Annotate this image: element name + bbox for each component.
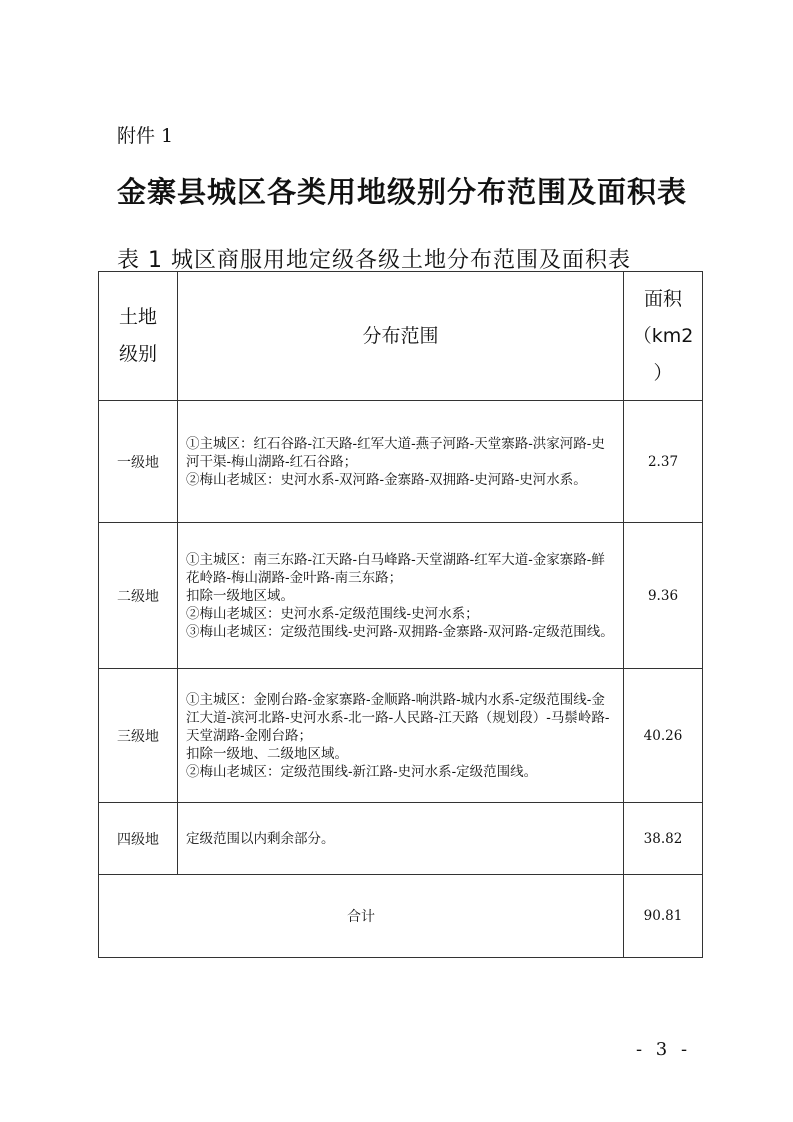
range-cell	[178, 523, 624, 669]
range-cell	[178, 401, 624, 523]
range-line: ②梅山老城区：史河水系-双河路-金寨路-双拥路-史河路-史河水系。	[186, 471, 587, 488]
land-level-cell: 四级地	[99, 803, 178, 875]
header-range: 分布范围	[178, 272, 624, 401]
header-area-line: 面积	[643, 287, 682, 310]
header-level-line: 级别	[118, 343, 157, 365]
header-land-level	[99, 272, 178, 401]
table-row	[99, 669, 703, 803]
range-line: ②梅山老城区：定级范围线-新江路-史河水系-定级范围线。	[186, 763, 538, 780]
total-label: 合计	[99, 875, 624, 958]
document-title: 金寨县城区各类用地级别分布范围及面积表	[117, 175, 688, 209]
range-line: ③梅山老城区：定级范围线-史河路-双拥路-金寨路-双河路-定级范围线。	[186, 623, 614, 640]
range-line: 扣除一级地、二级地区域。	[186, 745, 348, 762]
range-line: ②梅山老城区：史河水系-定级范围线-史河水系；	[186, 605, 479, 622]
area-cell: 9.36	[624, 523, 703, 669]
table-row	[99, 803, 703, 875]
header-area-line: ）	[653, 361, 673, 384]
total-area: 90.81	[624, 875, 703, 958]
header-area-line: （km2	[632, 324, 694, 347]
range-cell	[178, 803, 624, 875]
land-level-cell: 二级地	[99, 523, 178, 669]
range-line: 扣除一级地区域。	[186, 587, 294, 604]
area-cell: 40.26	[624, 669, 703, 803]
page-number: - 3 -	[636, 1039, 692, 1060]
table-title: 表 1 城区商服用地定级各级土地分布范围及面积表	[117, 248, 631, 273]
attachment-label: 附件 1	[117, 125, 174, 147]
table-row	[99, 523, 703, 669]
range-line: ①主城区：红石谷路-江天路-红军大道-燕子河路-天堂寨路-洪家河路-史河干渠-梅山湖路-红石谷路；	[186, 435, 605, 470]
table-header-row	[99, 272, 703, 401]
header-area	[624, 272, 703, 401]
range-line: ①主城区：金刚台路-金家寨路-金顺路-响洪路-城内水系-定级范围线-金江大道-滨河北路-史河水系-北一路-人民路-江天路（规划段）-马鬃岭路-天堂湖路-金刚台路；	[186, 691, 610, 744]
range-line: ①主城区：南三东路-江天路-白马峰路-天堂湖路-红军大道-金家寨路-鲜花岭路-梅山湖路-金叶路-南三东路；	[186, 551, 605, 586]
land-level-cell: 三级地	[99, 669, 178, 803]
land-level-cell: 一级地	[99, 401, 178, 523]
table-row	[99, 401, 703, 523]
area-cell: 38.82	[624, 803, 703, 875]
table-total-row	[99, 875, 703, 958]
header-level-line: 土地	[118, 306, 157, 328]
area-cell: 2.37	[624, 401, 703, 523]
range-cell	[178, 669, 624, 803]
land-level-table	[98, 271, 703, 958]
range-line: 定级范围以内剩余部分。	[186, 830, 335, 847]
